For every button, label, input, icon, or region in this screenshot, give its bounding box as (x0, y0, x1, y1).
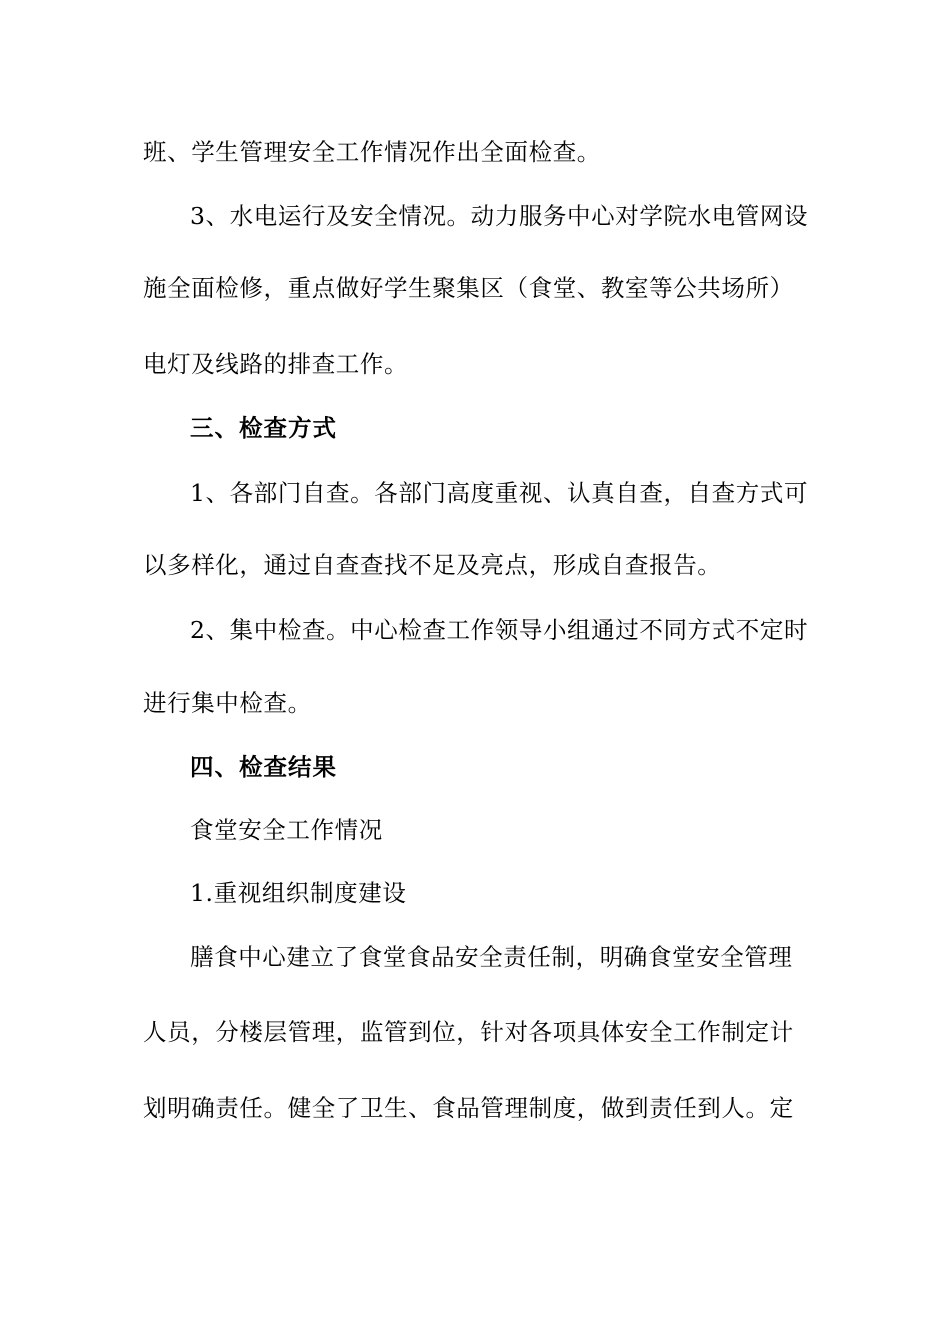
paragraph-line: 膳食中心建立了食堂食品安全责任制，明确食堂安全管理 (190, 943, 793, 971)
paragraph-line: 2、集中检查。中心检查工作领导小组通过不同方式不定时 (190, 616, 809, 644)
paragraph-line: 以多样化，通过自查查找不足及亮点，形成自查报告。 (143, 551, 722, 579)
subsection-heading: 食堂安全工作情况 (190, 816, 383, 844)
paragraph-line: 划明确责任。健全了卫生、食品管理制度，做到责任到人。定 (143, 1094, 794, 1122)
paragraph-line: 班、学生管理安全工作情况作出全面检查。 (143, 138, 601, 166)
paragraph-line: 3、水电运行及安全情况。动力服务中心对学院水电管网设 (190, 202, 809, 230)
paragraph-line: 1、各部门自查。各部门高度重视、认真自查，自查方式可 (190, 479, 809, 507)
paragraph-line: 人员，分楼层管理，监管到位，针对各项具体安全工作制定计 (143, 1018, 794, 1046)
section-heading: 三、检查方式 (190, 414, 337, 442)
section-heading: 四、检查结果 (190, 753, 337, 781)
paragraph-line: 电灯及线路的排查工作。 (143, 350, 409, 378)
subsection-heading: 1.重视组织制度建设 (190, 879, 407, 907)
paragraph-line: 施全面检修，重点做好学生聚集区（食堂、教室等公共场所） (143, 274, 794, 302)
paragraph-line: 进行集中检查。 (143, 689, 312, 717)
